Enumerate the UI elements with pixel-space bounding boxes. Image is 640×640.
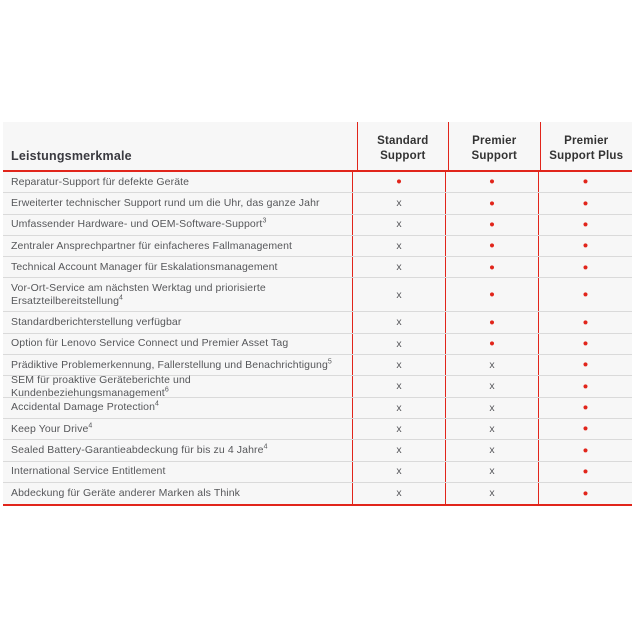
feature-cell [3,373,352,399]
standard-support-cell [352,257,445,277]
standard-support-cell [352,236,445,256]
availability-mark: x [396,288,402,301]
availability-mark: x [489,401,495,414]
feature-label: International Service Entitlement [11,465,166,478]
table-row [3,172,632,193]
standard-support-cell [352,278,445,311]
availability-mark: ● [489,176,495,188]
feature-cell [3,419,352,439]
premier-support-plus-cell [538,312,632,332]
feature-cell [3,172,352,192]
availability-mark: ● [582,487,589,499]
table-row [3,462,632,483]
standard-support-cell [352,483,445,504]
premier-support-cell [445,483,538,504]
premier-support-plus-cell [538,440,632,460]
availability-mark: ● [582,338,589,350]
premier-support-cell [445,193,538,213]
table-row [3,236,632,257]
availability-mark: x [396,337,402,350]
availability-mark: ● [489,218,495,230]
premier-support-cell [445,462,538,482]
feature-label: Abdeckung für Geräte anderer Marken als Think [11,487,241,499]
availability-mark: x [489,358,495,371]
premier-support-cell [445,172,538,192]
premier-support-cell [445,440,538,460]
standard-support-cell [352,462,445,482]
standard-support-cell [352,215,445,235]
column-header-premier-support [448,122,539,170]
column-header-standard-support [357,122,448,170]
availability-mark: ● [582,218,589,230]
standard-support-cell [352,355,445,375]
availability-mark: ● [396,176,402,188]
feature-cell [3,398,352,418]
standard-support-cell [352,398,445,418]
premier-support-plus-cell [538,193,632,213]
column-header-label: Premier Support Plus [549,135,624,162]
feature-column-header: Leistungsmerkmale [11,149,132,163]
availability-mark: x [396,316,402,329]
table-row [3,278,632,312]
feature-cell [3,440,352,460]
availability-mark: ● [582,359,589,371]
feature-label: Standardberichterstellung verfügbar [11,316,182,329]
availability-mark: x [396,261,402,274]
availability-mark: x [396,218,402,231]
availability-mark: ● [582,444,589,456]
standard-support-cell [352,193,445,213]
column-header-premier-support-plus [540,122,632,170]
availability-mark: x [396,239,402,252]
availability-mark: x [396,401,402,414]
availability-mark: x [489,487,495,500]
table-row [3,483,632,504]
availability-mark: ● [489,197,495,209]
feature-cell [3,483,352,504]
footnote-ref: 4 [88,422,93,430]
availability-mark: ● [582,380,589,392]
availability-mark: ● [582,289,589,301]
feature-label: Prädiktive Problemerkennung, Fallerstellung und Benachrichtigung$^5$ [11,358,332,371]
table-row [3,419,632,440]
footnote-ref: 3 [262,217,267,225]
availability-mark: ● [489,316,495,328]
feature-cell [3,462,352,482]
premier-support-plus-cell [538,172,632,192]
table-row [3,440,632,461]
feature-cell [3,334,352,354]
standard-support-cell [352,172,445,192]
table-row [3,193,632,214]
availability-mark: x [396,197,402,210]
table-header-row [3,122,632,172]
availability-mark: ● [489,261,495,273]
feature-cell [3,355,352,375]
availability-mark: x [396,487,402,500]
standard-support-cell [352,419,445,439]
availability-mark: x [489,380,495,393]
table-row [3,312,632,333]
availability-mark: ● [582,261,589,273]
feature-label: Accidental Damage Protection$^4$ [11,400,160,414]
premier-support-cell [445,236,538,256]
standard-support-cell [352,312,445,332]
availability-mark: ● [582,240,589,252]
feature-cell [3,312,352,332]
feature-label: Option für Lenovo Service Connect und Premier Asset Tag [11,337,289,350]
premier-support-cell [445,278,538,311]
premier-support-plus-cell [538,278,632,311]
availability-mark: ● [582,465,589,477]
availability-mark: x [489,444,495,457]
premier-support-cell [445,398,538,418]
table-row [3,398,632,419]
table-row [3,373,632,399]
feature-cell [3,215,352,235]
standard-support-cell [352,334,445,354]
feature-label: Keep Your Drive$^4$ [11,422,93,435]
column-header-label: Standard Support [377,135,429,162]
feature-label: Vor-Ort-Service am nächsten Werktag und priorisierte Ersatzteilbereitstellung$^4$ [11,281,266,307]
premier-support-plus-cell [538,215,632,235]
availability-mark: x [396,444,402,457]
feature-label: Technical Account Manager für Eskalationsmanagement [11,260,278,273]
premier-support-plus-cell [538,419,632,439]
availability-mark: ● [489,240,495,252]
availability-mark: ● [582,316,589,328]
premier-support-cell [445,215,538,235]
availability-mark: ● [582,423,589,435]
column-header-label: Premier Support [471,135,518,162]
footnote-ref: 5 [327,358,332,366]
availability-mark: x [396,380,402,393]
footnote-ref: 4 [119,294,124,302]
availability-mark: x [396,422,402,435]
footnote-ref: 6 [164,386,169,394]
support-comparison-table [3,122,632,506]
feature-cell [3,236,352,256]
premier-support-plus-cell [538,257,632,277]
availability-mark: ● [582,402,589,414]
feature-label: Reparatur-Support für defekte Geräte [11,175,190,188]
table-row [3,257,632,278]
availability-mark: ● [489,338,495,350]
availability-mark: ● [489,289,495,301]
premier-support-cell [445,376,538,396]
feature-label: Erweiterter technischer Support rund um die Uhr, das ganze Jahr [11,196,320,209]
premier-support-plus-cell [538,236,632,256]
feature-cell [3,257,352,277]
feature-cell [3,278,352,311]
premier-support-cell [445,334,538,354]
availability-mark: x [489,465,495,478]
premier-support-plus-cell [538,334,632,354]
table-row [3,215,632,236]
footnote-ref: 4 [263,443,268,451]
standard-support-cell [352,376,445,396]
standard-support-cell [352,440,445,460]
feature-label: Zentraler Ansprechpartner für einfacheres Fallmanagement [11,239,293,252]
premier-support-plus-cell [538,355,632,375]
premier-support-plus-cell [538,483,632,504]
feature-label: SEM für proaktive Geräteberichte und Kundenbeziehungsmanagement$^6$ [11,373,191,399]
availability-mark: x [396,465,402,478]
table-row [3,334,632,355]
premier-support-cell [445,355,538,375]
feature-label: Umfassender Hardware- und OEM-Software-Support$^3$ [11,217,267,231]
feature-label: Sealed Battery-Garantieabdeckung für bis zu 4 Jahre$^4$ [11,443,268,456]
premier-support-plus-cell [538,398,632,418]
footnote-ref: 4 [155,400,160,408]
premier-support-cell [445,312,538,332]
availability-mark: x [489,422,495,435]
premier-support-cell [445,257,538,277]
availability-mark: x [396,358,402,371]
availability-mark: ● [582,176,589,188]
premier-support-plus-cell [538,376,632,396]
premier-support-cell [445,419,538,439]
premier-support-plus-cell [538,462,632,482]
availability-mark: ● [582,197,589,209]
feature-cell [3,193,352,213]
